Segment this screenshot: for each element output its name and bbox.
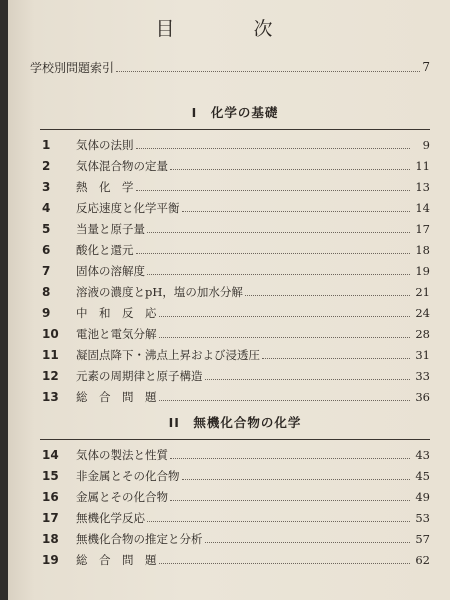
toc-entry-page: 31 [415, 347, 430, 362]
toc-entry-page: 62 [415, 552, 430, 567]
dot-leader [136, 141, 411, 149]
index-entry-page: 7 [422, 60, 430, 74]
dot-leader [116, 63, 420, 72]
toc-entry-page: 21 [415, 284, 430, 299]
toc-entry-page: 28 [415, 326, 430, 341]
dot-leader [136, 246, 411, 254]
toc-entry-title: 総 合 問 題 [76, 552, 157, 567]
section-1 [40, 104, 430, 407]
toc-entry-page: 11 [415, 158, 430, 173]
section-heading: I 化学の基礎 [191, 105, 279, 120]
section-heading: II 無機化合物の化学 [168, 415, 302, 430]
toc-entry-title: 固体の溶解度 [76, 263, 145, 278]
section-rule [40, 439, 430, 440]
toc-entry[interactable] [40, 134, 430, 155]
toc-entry-title: 無機化合物の推定と分析 [76, 531, 203, 546]
toc-entry-number: 12 [42, 368, 59, 383]
dot-leader [159, 556, 411, 564]
toc-entry-number: 4 [42, 200, 51, 215]
toc-entry[interactable] [40, 302, 430, 323]
toc-entry[interactable] [40, 239, 430, 260]
toc-entry-number: 1 [42, 137, 51, 152]
toc-entry-number: 14 [42, 447, 59, 462]
toc-entry[interactable] [40, 528, 430, 549]
toc-entry-page: 36 [415, 389, 430, 404]
toc-entry-page: 45 [415, 468, 430, 483]
toc-entry[interactable] [40, 444, 430, 465]
dot-leader [147, 514, 410, 522]
toc-entry[interactable] [40, 155, 430, 176]
section-rule [40, 129, 430, 130]
toc-entry-title: 元素の周期律と原子構造 [76, 368, 203, 383]
dot-leader [245, 288, 410, 296]
toc-entry-title: 溶液の濃度とpH，塩の加水分解 [76, 284, 243, 299]
toc-entry-title: 電池と電気分解 [76, 326, 157, 341]
dot-leader [170, 493, 410, 501]
toc-entry-number: 16 [42, 489, 59, 504]
toc-entry[interactable] [40, 260, 430, 281]
toc-entry[interactable] [40, 197, 430, 218]
toc-entry[interactable] [40, 344, 430, 365]
toc-entry-number: 15 [42, 468, 59, 483]
toc-entry[interactable] [40, 486, 430, 507]
toc-entry-page: 49 [415, 489, 430, 504]
toc-entry-title: 気体混合物の定量 [76, 158, 168, 173]
toc-entry-page: 9 [422, 137, 430, 152]
dot-leader [205, 535, 411, 543]
dot-leader [147, 267, 410, 275]
dot-leader [262, 351, 410, 359]
dot-leader [159, 330, 411, 338]
toc-entry-page: 24 [415, 305, 430, 320]
toc-entry[interactable] [40, 465, 430, 486]
toc-list [40, 444, 430, 570]
toc-entry[interactable] [40, 281, 430, 302]
toc-entry-number: 8 [42, 284, 51, 299]
toc-entry-page: 33 [415, 368, 430, 383]
toc-entry-number: 11 [42, 347, 59, 362]
toc-entry[interactable] [40, 176, 430, 197]
book-page [8, 0, 450, 600]
toc-entry-number: 7 [42, 263, 51, 278]
toc-entry[interactable] [40, 507, 430, 528]
toc-entry-number: 18 [42, 531, 59, 546]
toc-entry-title: 総 合 問 題 [76, 389, 157, 404]
toc-entry-title: 当量と原子量 [76, 221, 145, 236]
toc-entry-page: 57 [415, 531, 430, 546]
toc-entry[interactable] [40, 218, 430, 239]
toc-entry-number: 19 [42, 552, 59, 567]
dot-leader [182, 472, 411, 480]
toc-entry-page: 19 [415, 263, 430, 278]
toc-entry-title: 非金属とその化合物 [76, 468, 180, 483]
toc-list [40, 134, 430, 407]
toc-entry-page: 13 [415, 179, 430, 194]
toc-entry-number: 13 [42, 389, 59, 404]
toc-entry-page: 43 [415, 447, 430, 462]
toc-entry-title: 金属とその化合物 [76, 489, 168, 504]
toc-entry-page: 17 [415, 221, 430, 236]
dot-leader [136, 183, 411, 191]
toc-entry-title: 反応速度と化学平衡 [76, 200, 180, 215]
toc-entry-title: 熱 化 学 [76, 179, 134, 194]
toc-entry[interactable] [40, 365, 430, 386]
index-entry-label: 学校別問題索引 [30, 60, 115, 75]
dot-leader [159, 309, 411, 317]
toc-entry-page: 18 [415, 242, 430, 257]
toc-entry-title: 無機化学反応 [76, 510, 145, 525]
toc-entry-page: 53 [415, 510, 430, 525]
toc-entry-title: 酸化と還元 [76, 242, 134, 257]
section-2 [40, 414, 430, 570]
page-title: 目 次 [155, 18, 303, 40]
toc-entry[interactable] [40, 323, 430, 344]
toc-entry-number: 3 [42, 179, 51, 194]
dot-leader [159, 393, 411, 401]
toc-entry-number: 5 [42, 221, 51, 236]
dot-leader [182, 204, 411, 212]
dot-leader [147, 225, 410, 233]
toc-entry-number: 6 [42, 242, 51, 257]
toc-entry-number: 10 [42, 326, 59, 341]
toc-entry-number: 17 [42, 510, 59, 525]
toc-entry-page: 14 [415, 200, 430, 215]
toc-entry-title: 中 和 反 応 [76, 305, 157, 320]
index-entry[interactable] [30, 58, 430, 76]
toc-entry-number: 2 [42, 158, 51, 173]
toc-entry-number: 9 [42, 305, 51, 320]
dot-leader [170, 162, 410, 170]
toc-entry[interactable] [40, 386, 430, 407]
dot-leader [170, 451, 410, 459]
dot-leader [205, 372, 411, 380]
toc-entry-title: 凝固点降下・沸点上昇および浸透圧 [76, 347, 260, 362]
toc-entry-title: 気体の法則 [76, 137, 134, 152]
toc-entry-title: 気体の製法と性質 [76, 447, 168, 462]
toc-entry[interactable] [40, 549, 430, 570]
